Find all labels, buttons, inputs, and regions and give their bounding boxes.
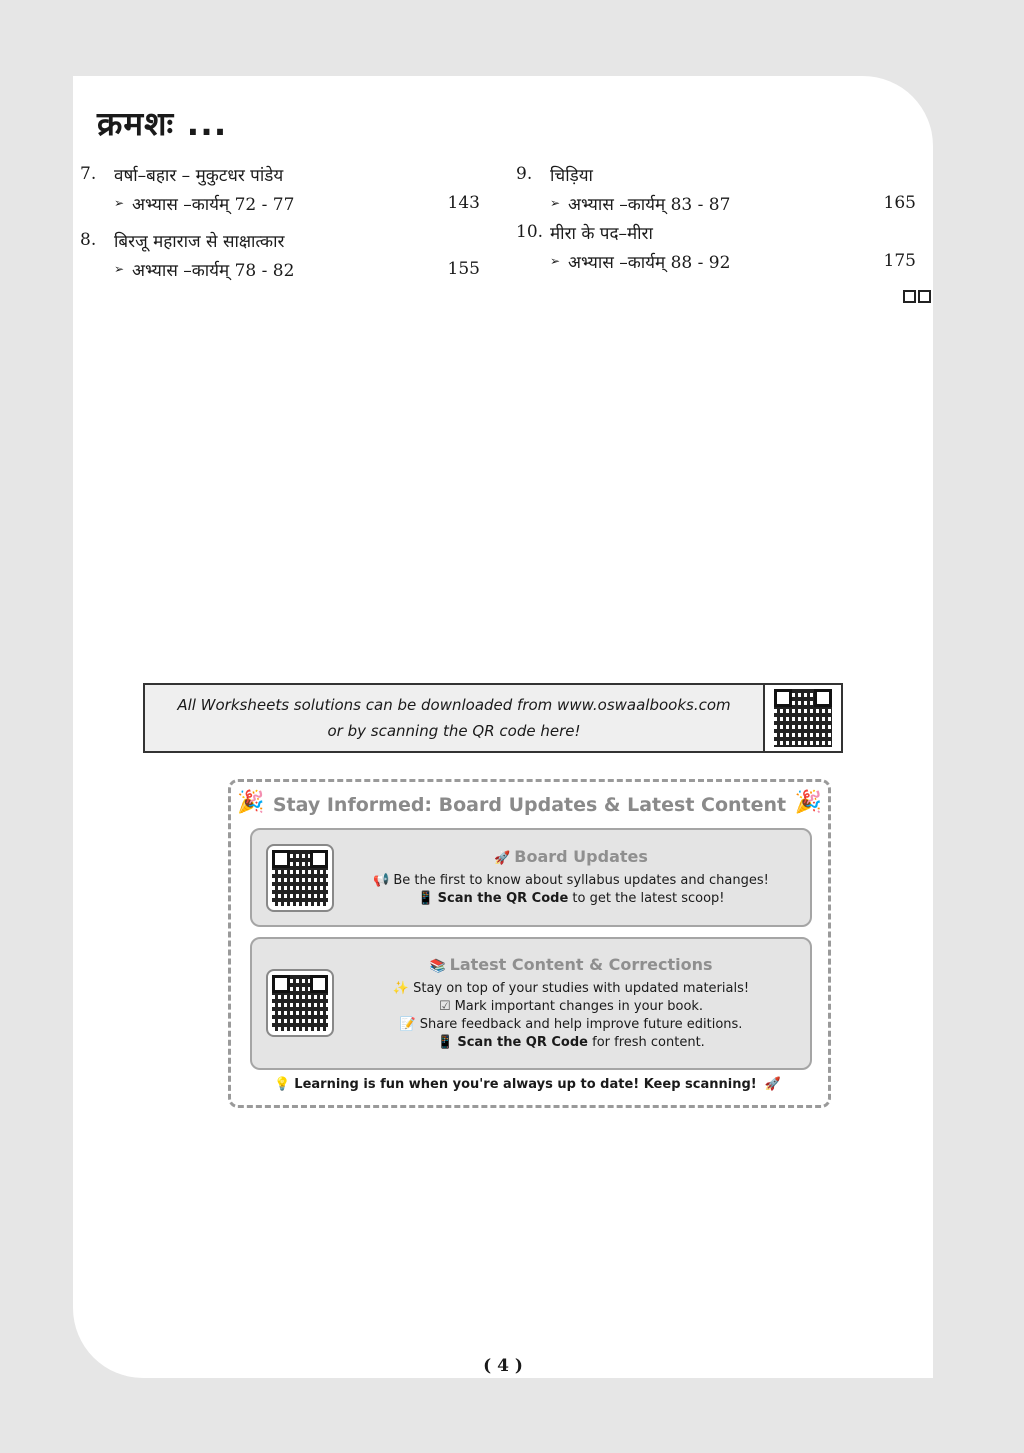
- phone-icon: 📱: [417, 890, 434, 906]
- toc-subtitle: अभ्यास –कार्यम् 88 - 92: [568, 252, 731, 273]
- latest-content-line-2: Mark important changes in your book.: [454, 998, 704, 1014]
- page-number: ( 4 ): [483, 1356, 523, 1376]
- party-popper-icon: 🎉: [794, 790, 822, 815]
- board-updates-line-1: Be the first to know about syllabus updates and changes!: [393, 872, 769, 888]
- board-updates-line-2: to get the latest scoop!: [568, 890, 725, 906]
- keep-scanning-line: [231, 1077, 828, 1092]
- scan-qr-bold-text: Scan the QR Code: [437, 890, 569, 906]
- arrow-bullet-icon: ➢: [550, 196, 561, 210]
- megaphone-icon: 📢: [373, 872, 390, 888]
- toc-number: 9.: [516, 164, 533, 184]
- toc-page-number: 175: [883, 251, 916, 271]
- party-popper-icon: 🎉: [237, 790, 265, 815]
- toc-left-column: [80, 160, 480, 292]
- solutions-note-box: [143, 683, 843, 753]
- page-heading: क्रमशः ...: [97, 104, 228, 143]
- solutions-qr-code[interactable]: [763, 685, 841, 751]
- toc-title: चिड़िया: [550, 165, 593, 186]
- checkbox-icon: ☑: [438, 998, 451, 1014]
- arrow-bullet-icon: ➢: [550, 254, 561, 268]
- toc-entry: [80, 160, 480, 218]
- latest-content-qr-code[interactable]: [266, 969, 334, 1037]
- toc-number: 10.: [516, 222, 544, 242]
- toc-title: वर्षा–बहार – मुकुटधर पांडेय: [114, 165, 284, 186]
- toc-number: 7.: [80, 164, 97, 184]
- toc-title: बिरजू महाराज से साक्षात्कार: [114, 231, 285, 252]
- latest-content-line-1: Stay on top of your studies with updated materials!: [413, 980, 750, 996]
- memo-icon: 📝: [399, 1016, 416, 1032]
- qr-code-icon: [774, 689, 832, 747]
- qr-code-icon: [272, 975, 328, 1031]
- latest-content-panel: [250, 937, 812, 1070]
- note-line-2: or by scanning the QR code here!: [327, 722, 581, 740]
- toc-page-number: 143: [447, 193, 480, 213]
- board-updates-qr-code[interactable]: [266, 844, 334, 912]
- toc-page-number: 165: [883, 193, 916, 213]
- toc-subtitle: अभ्यास –कार्यम् 83 - 87: [568, 194, 731, 215]
- keep-scanning-text: Learning is fun when you're always up to date! Keep scanning!: [294, 1077, 757, 1092]
- rocket-icon: 🚀: [764, 1077, 781, 1092]
- toc-entry: [516, 218, 916, 276]
- toc-entry: [516, 160, 916, 218]
- qr-code-icon: [272, 850, 328, 906]
- stay-informed-title: Stay Informed: Board Updates & Latest Content: [272, 794, 787, 816]
- arrow-bullet-icon: ➢: [114, 196, 125, 210]
- toc-subtitle: अभ्यास –कार्यम् 72 - 77: [132, 194, 295, 215]
- rocket-icon: 🚀: [494, 850, 511, 866]
- toc-title: मीरा के पद–मीरा: [550, 223, 653, 244]
- books-icon: 📚: [429, 958, 446, 974]
- end-mark-icon: [903, 290, 931, 303]
- toc-subtitle: अभ्यास –कार्यम् 78 - 82: [132, 260, 295, 281]
- board-updates-panel: [250, 828, 812, 927]
- toc-right-column: [516, 160, 916, 284]
- phone-icon: 📱: [437, 1034, 454, 1050]
- note-line-1: All Worksheets solutions can be downloaded from www.oswaalbooks.com: [177, 696, 731, 714]
- latest-content-heading: Latest Content & Corrections: [449, 954, 713, 974]
- arrow-bullet-icon: ➢: [114, 262, 125, 276]
- sparkles-icon: ✨: [392, 980, 410, 996]
- scan-qr-bold-text: Scan the QR Code: [457, 1034, 588, 1050]
- toc-entry: [80, 226, 480, 284]
- toc-page-number: 155: [447, 259, 480, 279]
- stay-informed-box: [228, 779, 831, 1108]
- board-updates-heading: Board Updates: [514, 846, 648, 866]
- toc-number: 8.: [80, 230, 97, 250]
- latest-content-line-4: for fresh content.: [587, 1034, 705, 1050]
- latest-content-line-3: Share feedback and help improve future editions.: [419, 1016, 743, 1032]
- lightbulb-icon: 💡: [274, 1077, 291, 1092]
